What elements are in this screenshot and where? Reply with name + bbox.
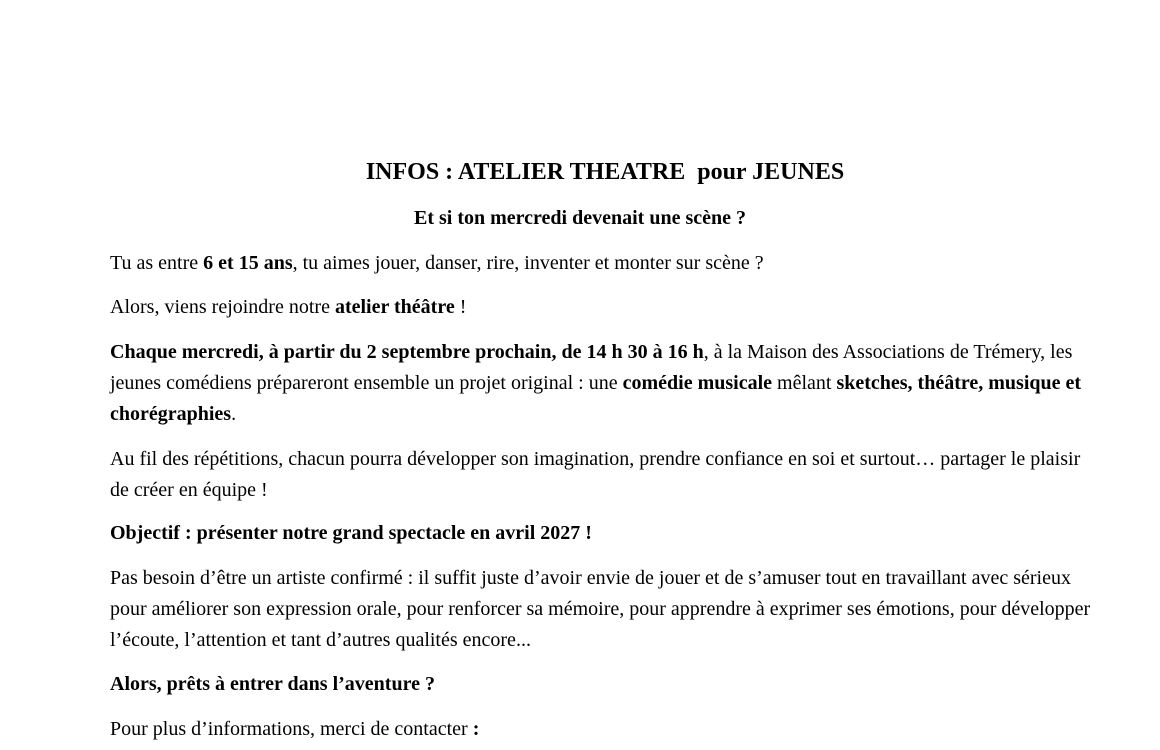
paragraph-ready	[110, 669, 1100, 700]
paragraph-invite-workshop: atelier théâtre	[334, 296, 455, 318]
paragraph-contact-colon: :	[472, 718, 480, 740]
paragraph-no-experience: Pas besoin d’être un artiste confirmé : il suffit juste d’avoir envie de jouer et de s’amuser tout en travaillant avec sérieux pour améliorer son expression orale, pour renforcer sa mémoire, pour apprendre à exprimer ses émotions, pour développer l’écoute, l’attention et tant d’autres qualités encore...	[110, 567, 1091, 651]
paragraph-invite-text-2: !	[454, 296, 467, 318]
paragraph-objective	[110, 518, 1100, 549]
paragraph-age-range: 6 et 15 ans	[203, 252, 293, 274]
document-title: INFOS : ATELIER THEATRE pour JEUNES	[365, 159, 845, 185]
paragraph-age-text-2: , tu aimes jouer, danser, rire, inventer et monter sur scène ?	[292, 252, 764, 274]
paragraph-invite-text-1: Alors, viens rejoindre notre	[110, 296, 335, 318]
document-subtitle: Et si ton mercredi devenait une scène ?	[413, 207, 746, 229]
paragraph-age	[110, 248, 1100, 279]
paragraph-rehearsals: Au fil des répétitions, chacun pourra développer son imagination, prendre confiance en soi et surtout… partager le plaisir de créer en équipe !	[110, 448, 1081, 501]
paragraph-schedule	[110, 337, 1100, 430]
paragraph-contact-text: Pour plus d’informations, merci de contacter	[110, 718, 473, 740]
paragraph-schedule-text-3: .	[231, 403, 237, 425]
paragraph-invite	[110, 292, 1100, 323]
paragraph-objective-text: Objectif : présenter notre grand spectacle en avril 2027 !	[110, 522, 592, 544]
paragraph-ready-text: Alors, prêts à entrer dans l’aventure ?	[110, 673, 435, 695]
paragraph-schedule-activities: sketches, théâtre, musique et chorégraphies	[110, 372, 1082, 425]
paragraph-schedule-musical: comédie musicale	[622, 372, 773, 394]
paragraph-age-text-1: Tu as entre	[110, 252, 204, 274]
paragraph-contact	[110, 714, 1100, 745]
paragraph-schedule-text-1: , à la Maison des Associations de Trémery, les jeunes comédiens prépareront ensemble un projet original : une	[110, 341, 1073, 394]
paragraph-schedule-text-2: mêlant	[772, 372, 837, 394]
paragraph-schedule-time: Chaque mercredi, à partir du 2 septembre prochain, de 14 h 30 à 16 h	[110, 341, 704, 363]
